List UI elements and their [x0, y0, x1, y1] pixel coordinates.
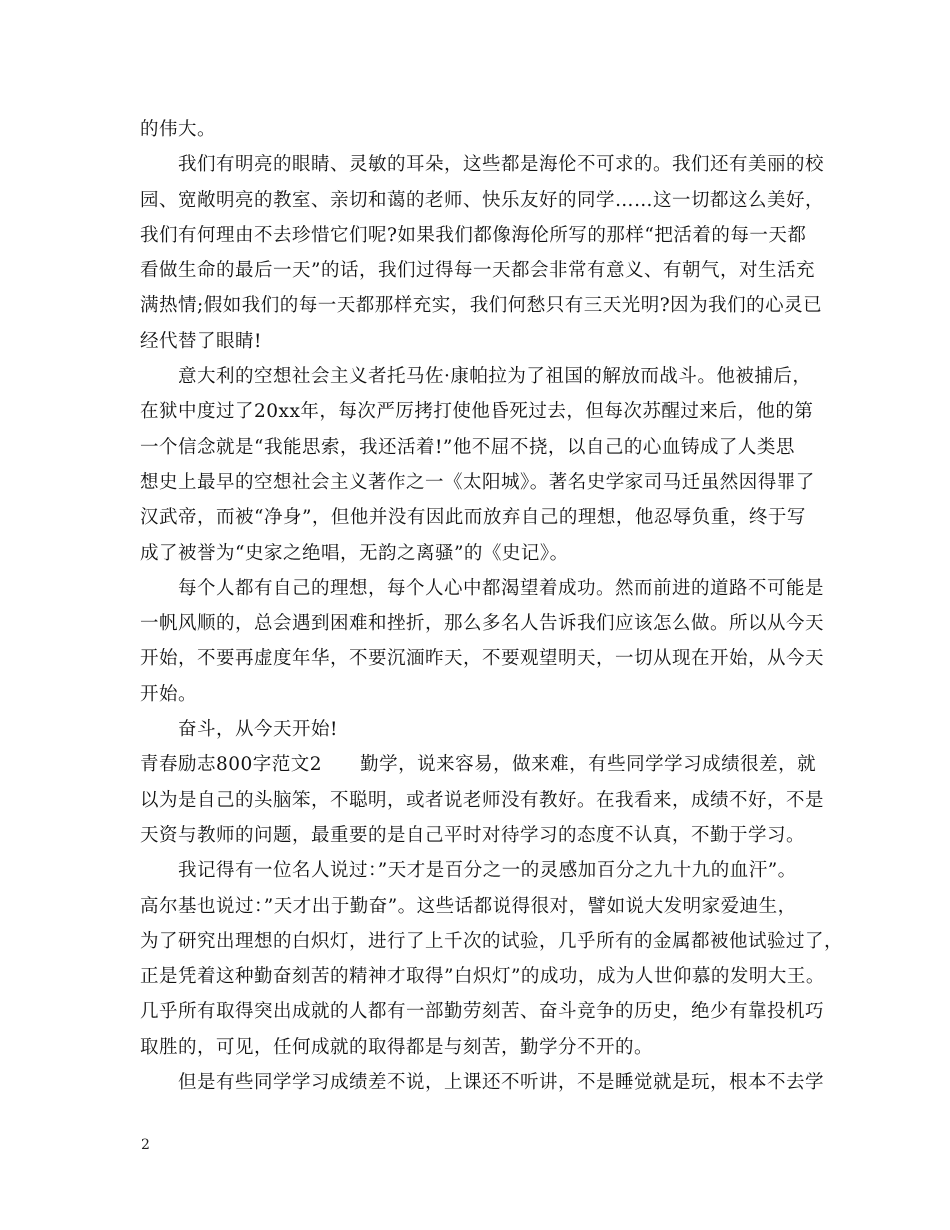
- text-line: 经代替了眼睛!: [140, 330, 262, 352]
- text-line: 正是凭着这种勤奋刻苦的精神才取得”白炽灯”的成功，成为人世仰慕的发明大王。: [140, 966, 825, 988]
- text-line: 取胜的，可见，任何成就的取得都是与刻苦，勤学分不开的。: [140, 1036, 654, 1058]
- text-line: 开始。: [140, 683, 198, 705]
- page-number: 2: [141, 1137, 150, 1153]
- text-line: 高尔基也说过：”天才出于勤奋”。这些话都说得很对，譬如说大发明家爱迪生，: [140, 895, 797, 917]
- text-line: 为了研究出理想的白炽灯，进行了上千次的试验，几乎所有的金属都被他试验过了，: [140, 930, 844, 952]
- text-line: 的伟大。: [140, 119, 217, 140]
- text-line: 一个信念就是“我能思索，我还活着!”他不屈不挠，以自己的心血铸成了人类思: [140, 436, 795, 458]
- text-line: 我们有明亮的眼睛、灵敏的耳朵，这些都是海伦不可求的。我们还有美丽的校: [178, 154, 825, 176]
- text-line: 天资与教师的问题，最重要的是自己平时对待学习的态度不认真，不勤于学习。: [140, 824, 806, 846]
- text-line: 园、宽敞明亮的教室、亲切和蔼的老师、快乐友好的同学……这一切都这么美好，: [140, 189, 825, 211]
- text-line: 一帆风顺的，总会遇到困难和挫折，那么多名人告诉我们应该怎么做。所以从今天: [140, 613, 825, 635]
- text-line: 汉武帝，而被“净身”，但他并没有因此而放弃自己的理想，他忍辱负重，终于写: [140, 507, 806, 529]
- text-line: 以为是自己的头脑笨，不聪明，或者说老师没有教好。在我看来，成绩不好，不是: [140, 789, 825, 811]
- text-line: 看做生命的最后一天”的话，我们过得每一天都会非常有意义、有朝气，对生活充: [140, 260, 815, 282]
- text-line: 满热情;假如我们的每一天都那样充实，我们何愁只有三天光明?因为我们的心灵已: [140, 295, 823, 317]
- text-line: 几乎所有取得突出成就的人都有一部勤劳刻苦、奋斗竞争的历史，绝少有靠投机巧: [140, 1001, 825, 1023]
- text-line: 奋斗，从今天开始!: [178, 719, 338, 741]
- text-line: 在狱中度过了20xx年，每次严厉拷打使他昏死过去，但每次苏醒过来后，他的第: [140, 401, 814, 423]
- text-line: 成了被誉为“史家之绝唱，无韵之离骚”的《史记》。: [140, 542, 569, 564]
- text-line: 我们有何理由不去珍惜它们呢?如果我们都像海伦所写的那样“把活着的每一天都: [140, 224, 807, 246]
- text-line: 想史上最早的空想社会主义著作之一《太阳城》。著名史学家司马迁虽然因得罪了: [140, 471, 815, 493]
- document-body: [140, 112, 844, 1100]
- text-line: 但是有些同学学习成绩差不说，上课还不听讲，不是睡觉就是玩，根本不去学: [178, 1072, 825, 1094]
- text-line: 开始，不要再虚度年华，不要沉湎昨天，不要观望明天，一切从现在开始，从今天: [140, 648, 825, 670]
- text-line: 青春励志800字范文2 勤学，说来容易，做来难，有些同学学习成绩很差，就: [140, 754, 817, 776]
- text-line: 我记得有一位名人说过：”天才是百分之一的灵感加百分之九十九的血汗”。: [178, 860, 797, 882]
- text-line: 意大利的空想社会主义者托马佐·康帕拉为了祖国的解放而战斗。他被捕后，: [178, 366, 812, 388]
- text-line: 每个人都有自己的理想，每个人心中都渴望着成功。然而前进的道路不可能是: [178, 577, 825, 599]
